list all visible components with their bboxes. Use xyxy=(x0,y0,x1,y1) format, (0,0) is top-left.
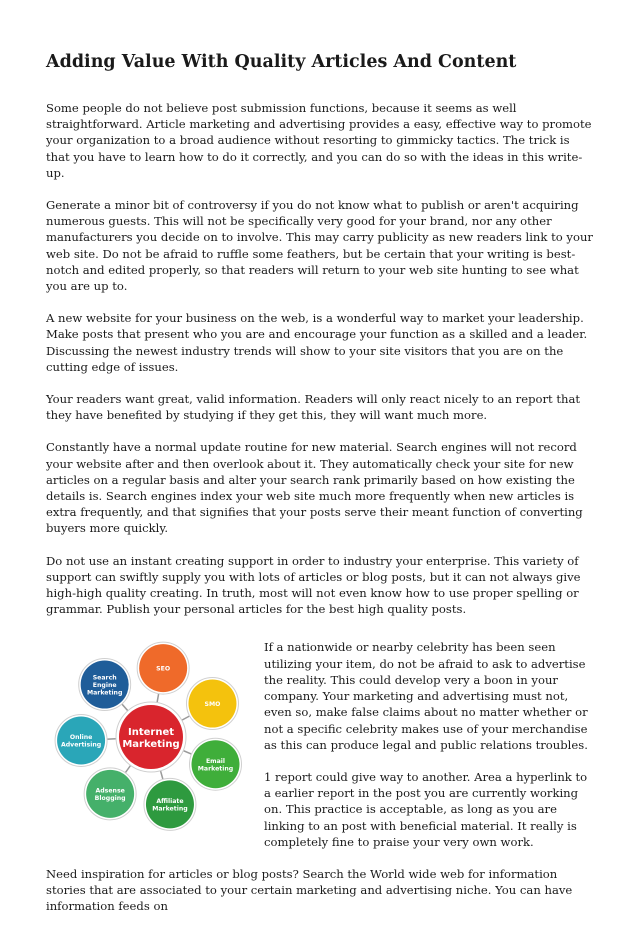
article-title: Adding Value With Quality Articles And Content xyxy=(46,52,517,72)
node-label-affiliate-marketing: Marketing xyxy=(152,806,188,814)
node-label-online-advertising: Online xyxy=(69,734,93,742)
node-label-search-engine-marketing: Search xyxy=(92,674,117,682)
node-label-email-marketing: Marketing xyxy=(197,765,234,773)
node-label-adsense-blogging: Adsense xyxy=(95,788,125,796)
paragraph-3: A new website for your business on the web, is a wonderful way to market your leadership. Make posts that present who you are and encourage your function as a skilled and a leader. Discussing the newest industry trends will show to your site visitors that you are on the cutting edge of issues. xyxy=(46,311,588,374)
node-label-email-marketing: Email xyxy=(205,758,226,766)
node-label-search-engine-marketing: Engine xyxy=(92,682,117,690)
node-label-affiliate-marketing: Affiliate xyxy=(156,798,184,806)
document-page xyxy=(46,50,594,931)
closing-paragraph-1: Need inspiration for articles or blog posts? Search the World wide web for information stories that are associated to your certain marketing and advertising niche. You can have information feeds on xyxy=(46,866,573,914)
float-paragraph-2: 1 report could give way to another. Area a hyperlink to a earlier report in the post you are currently working on. This practice is acceptable, as long as you are linking to an post with beneficial material. It really is completely fine to praise your very own work. xyxy=(264,769,588,849)
internet-marketing-diagram xyxy=(46,639,256,835)
paragraph-6: Do not use an instant creating support in order to industry your enterprise. This variety of support can swiftly supply you with lots of articles or blog posts, but it can not always give high-high quality creating. In truth, most will not even know how to use proper spelling or grammar. Publish your personal articles for the best high quality posts. xyxy=(46,553,581,617)
node-label-seo: SEO xyxy=(156,666,171,674)
node-label-adsense-blogging: Blogging xyxy=(94,795,126,803)
paragraph-1: Some people do not believe post submission functions, because it seems as well straightforward. Article marketing and advertising provides a easy, effective way to promote your organization to a broad audience without resorting to gimmicky tactics. The trick is that you have to learn how to do it correctly, and you can do so with the ideas in this write-up. xyxy=(46,101,592,180)
node-label-smo: SMO xyxy=(204,701,221,709)
center-label: Internet xyxy=(127,727,175,739)
float-paragraph-1: If a nationwide or nearby celebrity has been seen utilizing your item, do not be afraid to ask to advertise the reality. This could develop very a boon in your company. Your marketing and advertising must not, even so, make false claims about no matter whether or not a specific celebrity makes use of your merchandise as this can produce legal and public relations troubles. xyxy=(264,640,588,752)
figure-block xyxy=(46,639,594,865)
paragraph-2: Generate a minor bit of controversy if you do not know what to publish or aren't acquiring numerous guests. This will not be specifically very good for your brand, nor any other manufacturers you decide on to involve. This may carry publicity as new readers link to your web site. Do not be afraid to ruffle some feathers, but be certain that your writing is best-notch and edited properly, so that readers will return to your web site hunting to see what you are up to. xyxy=(46,198,593,294)
node-label-online-advertising: Advertising xyxy=(60,742,102,750)
diagram-svg xyxy=(46,639,256,835)
node-label-search-engine-marketing: Marketing xyxy=(86,689,123,697)
center-label: Marketing xyxy=(122,739,180,751)
paragraph-5: Constantly have a normal update routine for new material. Search engines will not record your website after and then overlook about it. They automatically check your site for new articles on a regular basis and alter your search rank primarily based on how existing the details is. Search engines index your web site much more frequently when new articles is extra frequently, and that signifies that your posts serve their meant function of converting buyers more quickly. xyxy=(46,440,583,536)
paragraph-4: Your readers want great, valid information. Readers will only react nicely to an report that they have benefited by studying if they get this, they will want much more. xyxy=(46,392,581,423)
